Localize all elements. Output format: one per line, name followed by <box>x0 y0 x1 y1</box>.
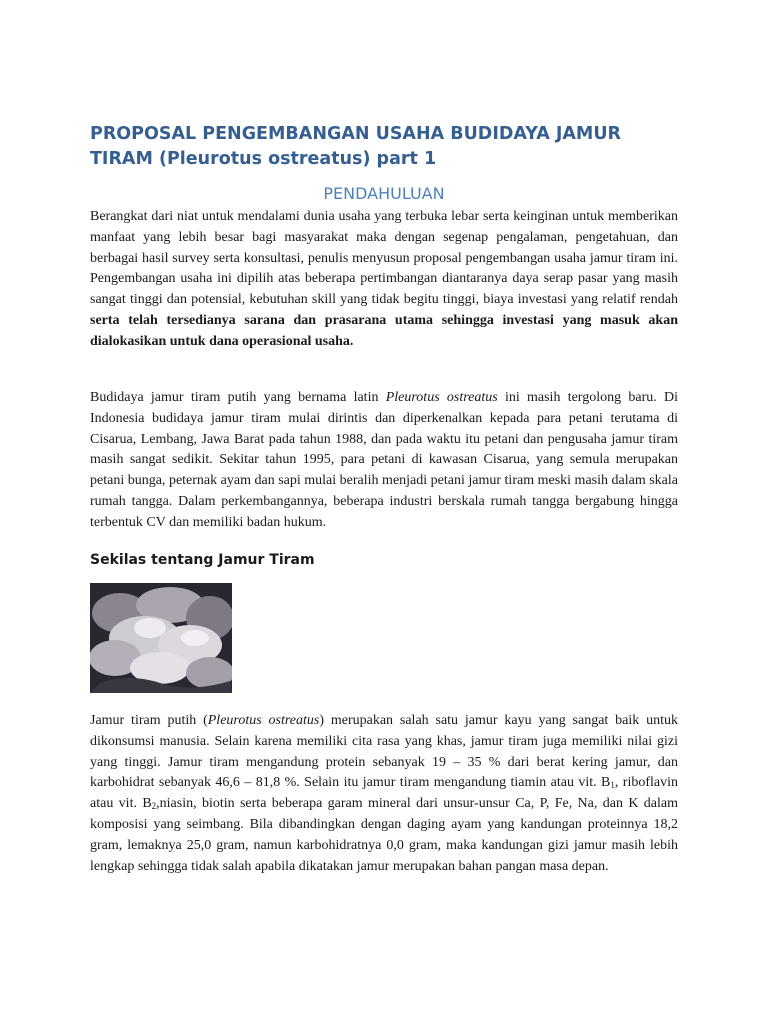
paragraph-history-after: ini masih tergolong baru. Di Indonesia budidaya jamur tiram mulai dirintis dan diperkenalkan kepada para petani terutama di Cisarua, Lembang, Jawa Barat pada tahun 1988, dan pada waktu itu petani dan pengusaha jamur tiram masih sangat sedikit. Sekitar tahun 1995, para petani di kawasan Cisarua, yang semula merupakan petani bunga, peternak ayam dan sapi mulai beralih menjadi petani jamur tiram meski masih dalam skala rumah tangga. Dalam perkembangannya, beberapa industri berskala rumah tangga bergabung hingga terbentuk CV dan memiliki badan hukum. <box>90 390 678 530</box>
subscript-1: 1 <box>610 780 615 791</box>
paragraph-intro-bold: serta telah tersedianya sarana dan prasarana utama sehingga investasi yang masuk akan dialokasikan untuk dana operasional usaha. <box>90 312 678 349</box>
section-heading-pendahuluan: PENDAHULUAN <box>323 184 445 203</box>
paragraph-nutrition-part3: ,niasin, biotin serta beberapa garam mineral dari unsur-unsur Ca, P, Fe, Na, dan K dalam komposisi yang seimbang. Bila dibandingkan dengan daging ayam yang kandungan proteinnya 18,2 gram, lemaknya 25,0 gram, namun karbohidratnya 0,0 gram, maka kandungan gizi jamur masih lebih lengkap sehingga tidak salah apabila dikatakan jamur merupakan bahan pangan masa depan. <box>90 796 678 874</box>
paragraph-intro-text: Berangkat dari niat untuk mendalami dunia usaha yang terbuka lebar serta keinginan untuk memberikan manfaat yang lebih besar bagi masyarakat maka dengan segenap pengalaman, pengetahuan, dan berbagai hasil survey serta konsultasi, penulis menyusun proposal pengembangan usaha jamur tiram ini. Pengembangan usaha ini dipilih atas beberapa pertimbangan diantaranya daya serap pasar yang masih sangat tinggi dan potensial, kebutuhan skill yang tidak begitu tinggi, biaya investasi yang relatif rendah <box>90 209 678 308</box>
subheading-sekilas: Sekilas tentang Jamur Tiram <box>90 552 315 568</box>
mushroom-illustration <box>90 583 232 693</box>
latin-name-2: Pleurotus ostreatus <box>207 713 320 728</box>
paragraph-history-before: Budidaya jamur tiram putih yang bernama latin <box>90 390 386 405</box>
document-title: PROPOSAL PENGEMBANGAN USAHA BUDIDAYA JAMUR TIRAM (Pleurotus ostreatus) part 1 <box>90 124 622 169</box>
subscript-2: 2 <box>151 801 157 812</box>
paragraph-nutrition-before: Jamur tiram putih ( <box>90 713 208 728</box>
paragraph-nutrition-part1: ) merupakan salah satu jamur kayu yang sangat baik untuk dikonsumsi manusia. Selain karena memiliki cita rasa yang khas, jamur tiram juga memiliki nilai gizi yang tinggi. Jamur tiram mengandung protein sebanyak 19 – 35 % dari berat kering jamur, dan karbohidrat sebanyak 46,6 – 81,8 %. Selain itu jamur tiram mengandung tiamin atau vit. B <box>90 713 678 791</box>
oyster-mushroom-photo <box>90 583 232 693</box>
latin-name: Pleurotus ostreatus <box>385 390 498 405</box>
paragraph-intro <box>90 207 678 353</box>
paragraph-history <box>90 388 678 534</box>
paragraph-nutrition <box>90 711 678 877</box>
paragraph-nutrition-part2: , riboflavin atau vit. B <box>90 775 678 812</box>
